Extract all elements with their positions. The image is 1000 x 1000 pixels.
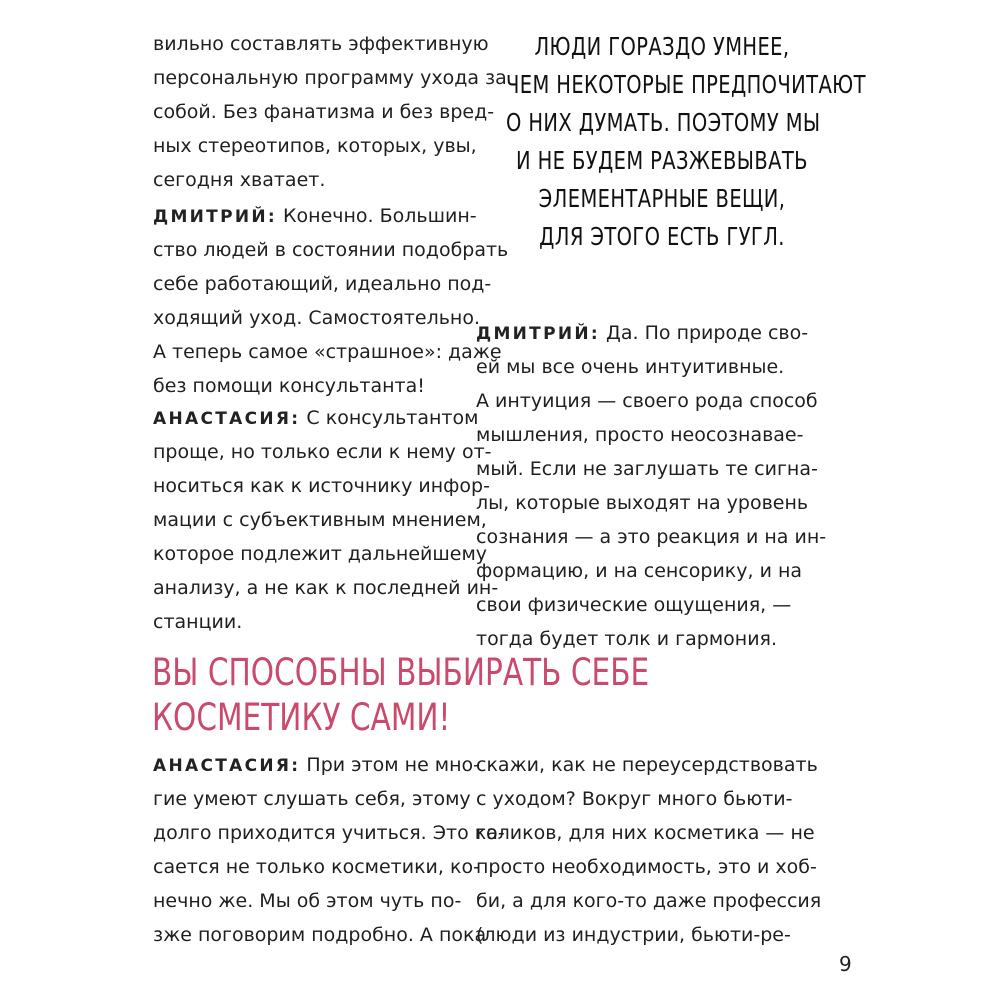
text-line: анализу, а не как к последней ин-: [153, 577, 499, 599]
text-line: персональную программу ухода за: [153, 67, 507, 89]
heading-line: ВЫ СПОСОБНЫ ВЫБИРАТЬ СЕБЕ: [152, 651, 650, 694]
text-line: которое подлежит дальнейшему: [153, 543, 488, 565]
bottom-left-paragraph: [153, 748, 505, 952]
text-line: зже поговорим подробно. А пока: [153, 924, 487, 946]
text-line: собой. Без фанатизма и без вред-: [153, 101, 495, 123]
text-fragment: С консультантом: [306, 407, 479, 429]
left-top-paragraph: [153, 27, 507, 197]
text-line: долго приходится учиться. Это ка-: [153, 822, 505, 844]
quote-line: И НЕ БУДЕМ РАЗЖЕВЫВАТЬ: [516, 146, 808, 175]
right-dmitry-paragraph: [476, 316, 827, 656]
text-fragment: При этом не мно-: [306, 754, 481, 776]
text-line: себе работающий, идеально под-: [153, 273, 492, 295]
quote-line: ДЛЯ ЭТОГО ЕСТЬ ГУГЛ.: [539, 222, 785, 251]
text-line: [153, 199, 477, 233]
text-line: с уходом? Вокруг много бьюти-: [476, 788, 793, 810]
text-fragment: Да. По природе сво-: [606, 322, 809, 344]
text-line: [153, 748, 481, 782]
bottom-right-paragraph: [476, 748, 822, 952]
text-line: носиться как к источнику инфор-: [153, 475, 490, 497]
text-line: [153, 401, 479, 435]
left-dmitry-paragraph: [153, 199, 509, 403]
text-line: би, а для кого-то даже профессия: [476, 890, 822, 912]
text-line: ных стереотипов, которых, увы,: [153, 135, 477, 157]
text-line: мышления, просто неосознавае-: [476, 424, 804, 446]
quote-line: О НИХ ДУМАТЬ. ПОЭТОМУ МЫ: [506, 108, 821, 137]
section-heading: [152, 650, 649, 740]
text-line: просто необходимость, это и хоб-: [476, 856, 817, 878]
text-line: [476, 316, 809, 350]
text-line: вильно составлять эффективную: [153, 33, 489, 55]
heading-line: КОСМЕТИКУ САМИ!: [152, 696, 451, 739]
quote-line: ЧЕМ НЕКОТОРЫЕ ПРЕДПОЧИТАЮТ: [506, 70, 866, 99]
text-fragment: Конечно. Большин-: [283, 205, 477, 227]
text-line: А интуиция — своего рода способ: [476, 390, 818, 412]
text-line: (люди из индустрии, бьюти-ре-: [476, 924, 791, 946]
quote-line: ЛЮДИ ГОРАЗДО УМНЕЕ,: [534, 32, 790, 61]
text-line: проще, но только если к нему от-: [153, 441, 492, 463]
quote-line: ЭЛЕМЕНТАРНЫЕ ВЕЩИ,: [538, 184, 786, 213]
text-line: свои физические ощущения, —: [476, 594, 792, 616]
text-line: станции.: [153, 611, 243, 633]
text-line: сается не только косметики, ко-: [153, 856, 480, 878]
text-line: тогда будет толк и гармония.: [476, 628, 778, 650]
text-line: ство людей в состоянии подобрать: [153, 239, 509, 261]
text-line: ей мы все очень интуитивные.: [476, 356, 785, 378]
page-number: 9: [839, 952, 852, 976]
text-line: формацию, и на сенсорику, и на: [476, 560, 803, 582]
pull-quote: [506, 28, 866, 256]
text-line: мации с субъективным мнением,: [153, 509, 487, 531]
text-line: сегодня хватает.: [153, 169, 326, 191]
text-line: нечно же. Мы об этом чуть по-: [153, 890, 462, 912]
left-anastasia-paragraph: [153, 401, 499, 639]
text-line: А теперь самое «страшное»: даже: [153, 341, 502, 363]
speaker-name: ДМИТРИЙ:: [476, 324, 600, 344]
text-line: скажи, как не переусердствовать: [476, 754, 818, 776]
speaker-name: ДМИТРИЙ:: [153, 207, 277, 227]
text-line: ходящий уход. Самостоятельно.: [153, 307, 481, 329]
text-line: сознания — а это реакция и на ин-: [476, 526, 827, 548]
text-line: мый. Если не заглушать те сигна-: [476, 458, 818, 480]
text-line: голиков, для них косметика — не: [476, 822, 815, 844]
text-line: без помощи консультанта!: [153, 375, 425, 397]
text-line: лы, которые выходят на уровень: [476, 492, 809, 514]
speaker-name: АНАСТАСИЯ:: [153, 409, 301, 429]
speaker-name: АНАСТАСИЯ:: [153, 756, 301, 776]
text-line: гие умеют слушать себя, этому: [153, 788, 471, 810]
